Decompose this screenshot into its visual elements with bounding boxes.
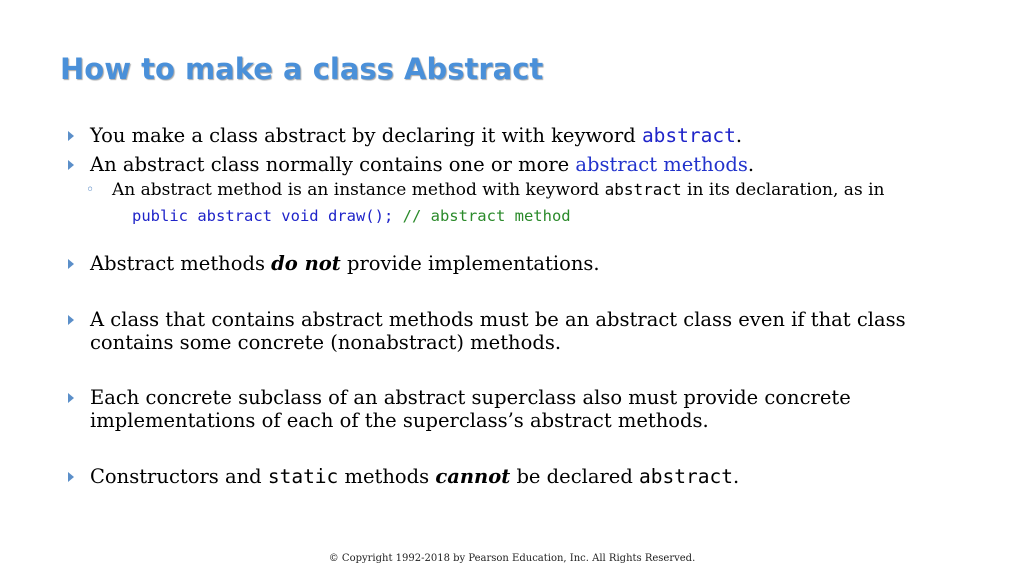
emphasis-do-not: do not bbox=[271, 252, 341, 275]
bullet-concrete-subclass bbox=[68, 386, 968, 432]
text-run: be declared bbox=[510, 465, 640, 488]
bullet-must-be-abstract bbox=[68, 308, 968, 354]
bullet-text bbox=[90, 465, 968, 488]
bullet-text bbox=[90, 386, 968, 432]
text-run: An abstract class normally contains one or more bbox=[90, 153, 576, 176]
text-line: A class that contains abstract methods must be an abstract class even if that class bbox=[90, 308, 906, 331]
text-run: provide implementations. bbox=[340, 252, 600, 275]
text-run: . bbox=[735, 124, 743, 147]
sub-bullet-text bbox=[112, 180, 966, 200]
keyword-static: static bbox=[267, 465, 339, 488]
text-run: Abstract methods bbox=[90, 252, 272, 275]
sub-bullet-abstract-method-definition bbox=[86, 180, 966, 200]
emphasis-cannot: cannot bbox=[435, 465, 511, 488]
copyright-footer: © Copyright 1992-2018 by Pearson Education, Inc. All Rights Reserved. bbox=[328, 553, 696, 564]
bullet-constructors-static bbox=[68, 465, 968, 488]
keyword-abstract: abstract bbox=[641, 124, 736, 147]
abstract-methods-term: abstract methods bbox=[575, 153, 748, 176]
keyword-abstract: abstract bbox=[639, 465, 733, 488]
bullet-no-implementation bbox=[68, 252, 968, 275]
bullet-text bbox=[90, 153, 968, 176]
text-run: . bbox=[732, 465, 740, 488]
text-run: You make a class abstract by declaring it with keyword bbox=[90, 124, 642, 147]
triangle-right-icon bbox=[68, 393, 74, 403]
triangle-right-icon bbox=[68, 259, 74, 269]
triangle-right-icon bbox=[68, 472, 74, 482]
text-run: Constructors and bbox=[90, 465, 268, 488]
code-statement: public abstract void draw(); bbox=[132, 207, 394, 225]
slide-title: How to make a class Abstract bbox=[60, 52, 544, 86]
bullet-text bbox=[90, 124, 968, 147]
triangle-right-icon bbox=[68, 160, 74, 170]
triangle-right-icon bbox=[68, 131, 74, 141]
text-run: An abstract method is an instance method with keyword bbox=[112, 180, 605, 200]
text-run: . bbox=[747, 153, 755, 176]
triangle-right-icon bbox=[68, 315, 74, 325]
text-run: in its declaration, as in bbox=[681, 180, 885, 200]
code-comment: // abstract method bbox=[402, 207, 571, 225]
text-line: contains some concrete (nonabstract) methods. bbox=[90, 331, 562, 354]
text-line: implementations of each of the superclass’s abstract methods. bbox=[90, 409, 709, 432]
bullet-declare-abstract bbox=[68, 124, 968, 147]
code-example bbox=[132, 206, 571, 226]
bullet-text bbox=[90, 308, 968, 354]
small-circle-icon: ◦ bbox=[86, 182, 95, 198]
keyword-abstract: abstract bbox=[604, 180, 682, 199]
bullet-abstract-methods bbox=[68, 153, 968, 176]
text-line: Each concrete subclass of an abstract superclass also must provide concrete bbox=[90, 386, 851, 409]
bullet-text bbox=[90, 252, 968, 275]
text-run: methods bbox=[338, 465, 436, 488]
